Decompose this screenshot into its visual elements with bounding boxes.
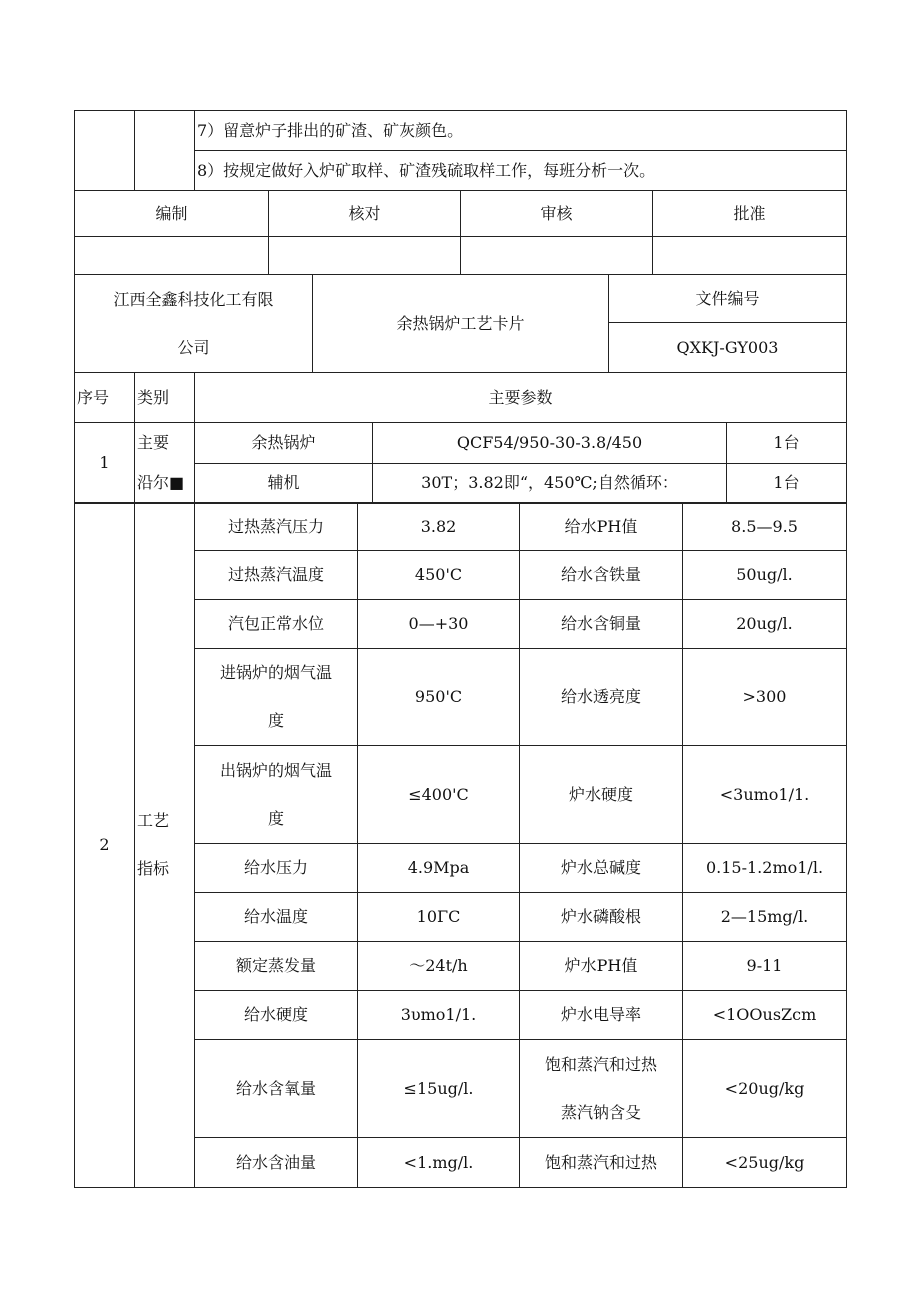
indicator-value-right: 0.15-1.2mo1/l. [683, 844, 847, 893]
indicator-param-left [195, 1138, 358, 1188]
indicator-value-left: 4.9Mpa [358, 844, 520, 893]
signoff-header-prepared: 编制 [75, 191, 269, 237]
indicator-param-left-text: 进锅炉的烟气温 [219, 663, 332, 682]
indicator-param-left-text: 给水硬度 [243, 1005, 308, 1024]
indicator-param-right [520, 600, 683, 649]
indicator-param-right-text: 给水含铜量 [560, 614, 641, 633]
indicator-param-left-text: 出锅炉的烟气温 [219, 760, 332, 780]
indicator-param-left-text: 度 [267, 711, 284, 730]
indicator-param-right [520, 503, 683, 551]
company-name-line1: 江西全鑫科技化工有限 [113, 289, 274, 309]
signoff-cell-checked [269, 237, 461, 275]
indicator-param-left-text: 给水温度 [243, 907, 308, 926]
indicator-param-right-text: 炉水总碱度 [560, 858, 641, 877]
indicator-value-right: 2—15mg/l. [683, 893, 847, 942]
column-header-table [74, 372, 847, 423]
company-name [75, 275, 313, 373]
indicator-value-right: 9-11 [683, 942, 847, 991]
indicator-param-right [520, 942, 683, 991]
indicator-param-left-text: 给水含氧量 [235, 1078, 316, 1098]
indicator-value-left: ≤15ug/l. [358, 1040, 520, 1138]
col-header-params: 主要参数 [195, 373, 847, 423]
company-name-line2: 公司 [177, 337, 210, 357]
col-header-seq: 序号 [75, 373, 135, 423]
section1-seq: 1 [75, 423, 135, 504]
indicator-param-left [195, 893, 358, 942]
indicator-value-left: 10ΓC [358, 893, 520, 942]
indicator-param-right-text: 炉水硬度 [568, 784, 633, 804]
indicator-param-left-text: 额定蒸发量 [235, 956, 316, 975]
section2-seq: 2 [75, 503, 135, 1188]
section1-category-line2: 沿尔■ [137, 473, 185, 492]
indicator-value-left: 〜24t/h [358, 942, 520, 991]
indicator-value-right: <20ug/kg [683, 1040, 847, 1138]
indicator-param-right [520, 1138, 683, 1188]
equipment-spec: QCF54/950-30-3.8/450 [373, 423, 727, 464]
signoff-cell-prepared [75, 237, 269, 275]
doc-number: QXKJ-GY003 [609, 323, 847, 373]
indicator-value-right: >300 [683, 649, 847, 746]
indicator-value-left: 0—+30 [358, 600, 520, 649]
signoff-cell-approved [653, 237, 847, 275]
signoff-cell-reviewed [461, 237, 653, 275]
indicator-param-right-text: 蒸汽钠含殳 [560, 1102, 641, 1122]
indicator-param-right [520, 649, 683, 746]
indicator-value-left: 3.82 [358, 503, 520, 551]
doc-number-label: 文件编号 [609, 275, 847, 323]
equipment-name: 辅机 [195, 463, 373, 504]
equipment-qty: 1台 [727, 423, 847, 464]
notes-blank-cell-1 [75, 111, 135, 191]
indicator-value-right: <1OOusZcm [683, 991, 847, 1040]
note-item-7: 7）留意炉子排出的矿渣、矿灰颜色。 [195, 111, 847, 151]
indicator-param-left-text: 给水含油量 [235, 1152, 316, 1172]
indicator-param-right-text: 给水透亮度 [560, 687, 641, 706]
indicator-value-right: 20ug/l. [683, 600, 847, 649]
indicator-param-left-text: 过热蒸汽压力 [227, 516, 324, 536]
indicator-param-left-text: 汽包正常水位 [227, 614, 324, 633]
indicator-value-left: 450'C [358, 551, 520, 600]
indicator-param-left [195, 649, 358, 746]
equipment-qty: 1台 [727, 463, 847, 504]
section1-category-line1: 主要 [137, 433, 170, 452]
indicator-param-left-text: 度 [267, 808, 284, 828]
equipment-name: 余热锅炉 [195, 423, 373, 464]
equipment-table [74, 422, 847, 504]
indicator-param-right-text: 炉水磷酸根 [560, 907, 641, 926]
section2-category-line2: 指标 [137, 859, 170, 878]
indicator-value-right: 8.5—9.5 [683, 503, 847, 551]
indicator-param-right-text: 给水PH值 [564, 516, 638, 536]
indicator-value-right: <25ug/kg [683, 1138, 847, 1188]
indicator-value-left: <1.mg/l. [358, 1138, 520, 1188]
notes-blank-cell-2 [135, 111, 195, 191]
section1-category [135, 423, 195, 504]
indicator-value-left: 3υmo1/1. [358, 991, 520, 1040]
indicator-param-left-text: 过热蒸汽温度 [227, 565, 324, 584]
indicator-param-right [520, 844, 683, 893]
notes-table [74, 110, 847, 191]
indicator-param-left [195, 1040, 358, 1138]
indicator-param-right [520, 551, 683, 600]
indicator-param-left [195, 600, 358, 649]
signoff-header-reviewed: 审核 [461, 191, 653, 237]
indicator-param-left [195, 844, 358, 893]
indicator-param-right [520, 746, 683, 844]
indicator-param-right-text: 饱和蒸汽和过热 [544, 1054, 657, 1074]
indicator-param-right [520, 893, 683, 942]
section2-category [135, 503, 195, 1188]
process-indicators-table [74, 502, 847, 1188]
indicator-value-right: 50ug/l. [683, 551, 847, 600]
indicator-param-right-text: 炉水电导率 [560, 1005, 641, 1024]
section2-category-line1: 工艺 [137, 811, 170, 830]
indicator-param-left [195, 551, 358, 600]
indicator-param-right-text: 给水含铁量 [560, 565, 641, 584]
note-item-8: 8）按规定做好入炉矿取样、矿渣残硫取样工作，每班分析一次。 [195, 151, 847, 191]
card-header-table [74, 274, 847, 373]
indicator-param-left [195, 942, 358, 991]
indicator-value-left: ≤400'C [358, 746, 520, 844]
indicator-param-right-text: 炉水PH值 [564, 956, 638, 975]
indicator-param-left [195, 503, 358, 551]
indicator-value-right: <3umo1/1. [683, 746, 847, 844]
indicator-value-left: 950'C [358, 649, 520, 746]
indicator-param-left-text: 给水压力 [243, 858, 308, 877]
indicator-param-left [195, 991, 358, 1040]
equipment-spec: 30T；3.82即“，450℃;自然循环： [373, 463, 727, 504]
indicator-param-left [195, 746, 358, 844]
indicator-param-right [520, 1040, 683, 1138]
signoff-header-checked: 核对 [269, 191, 461, 237]
signoff-header-approved: 批准 [653, 191, 847, 237]
col-header-category: 类别 [135, 373, 195, 423]
card-title: 余热锅炉工艺卡片 [313, 275, 609, 373]
indicator-param-right-text: 饱和蒸汽和过热 [544, 1152, 657, 1172]
signoff-table [74, 190, 847, 275]
indicator-param-right [520, 991, 683, 1040]
